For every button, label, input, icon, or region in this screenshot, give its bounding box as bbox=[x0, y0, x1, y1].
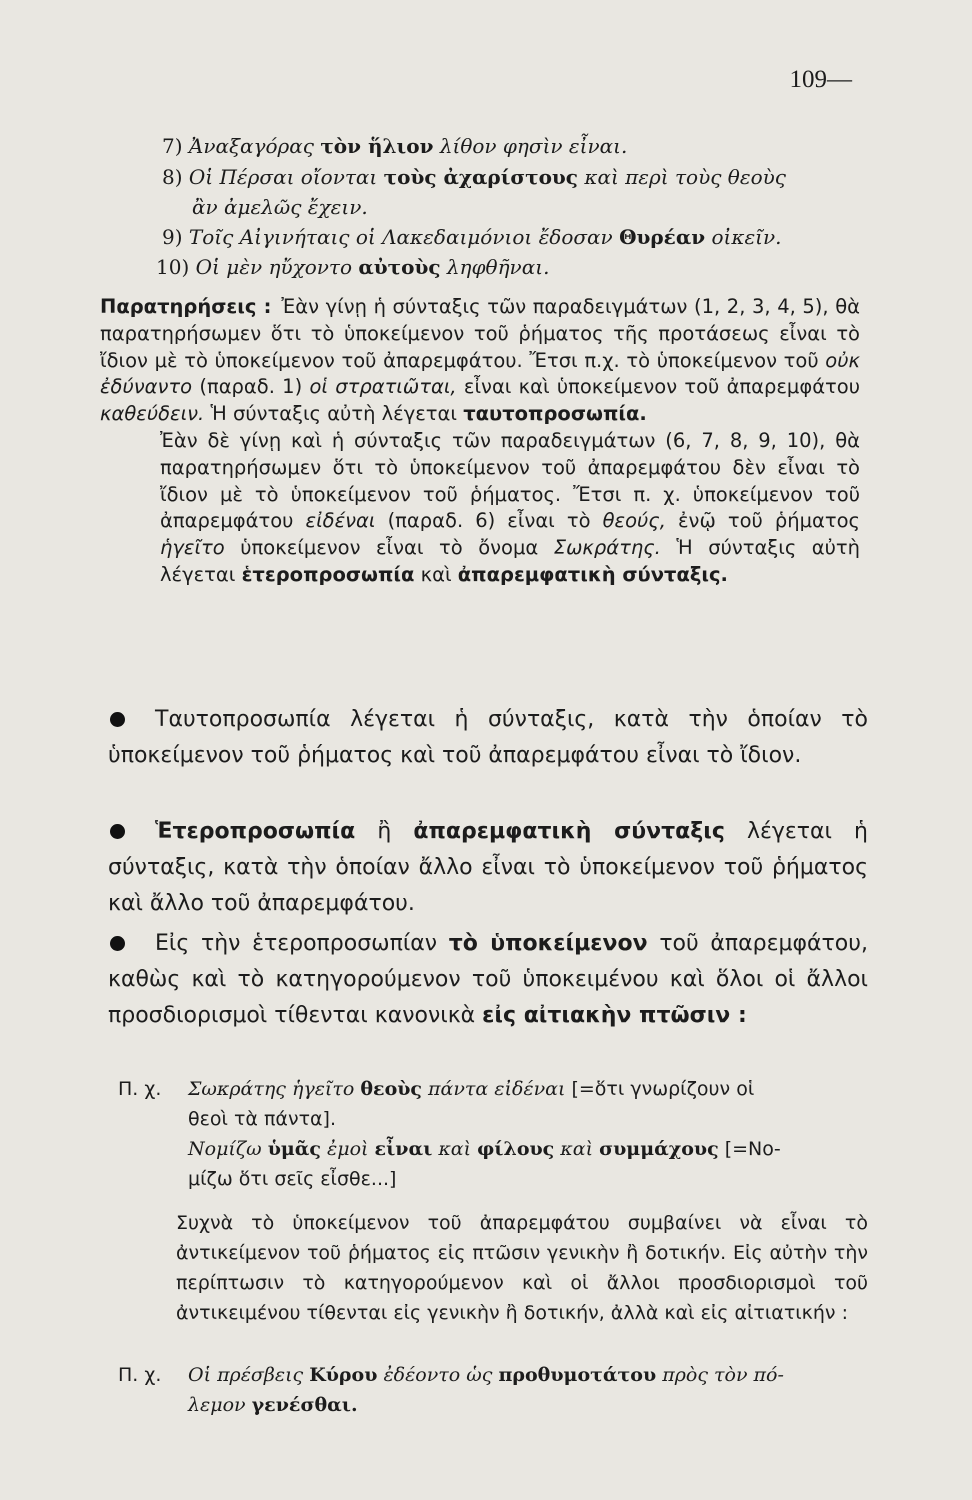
example-10: 10) Οἱ μὲν ηὔχοντο αὐτοὺς ληφθῆναι. bbox=[156, 255, 550, 279]
example-8: 8) Οἱ Πέρσαι οἴονται τοὺς ἀχαρίστους καὶ περὶ τοὺς θεοὺς bbox=[162, 165, 786, 189]
example-block-2 bbox=[118, 1360, 878, 1420]
example-line-1: Π. χ. Σωκράτης ἡγεῖτο θεοὺς πάντα εἰδέναι [=ὅτι γνωρίζουν οἱ bbox=[118, 1078, 755, 1100]
rule-accusative: Εἰς τὴν ἑτεροπροσωπίαν τὸ ὑποκείμενον τοῦ ἀπαρεμφάτου, καθὼς καὶ τὸ κατηγορούμενον τοῦ ὑποκειμένου καὶ ὅλοι οἱ ἄλλοι προσδιορισμοὶ τίθενται κανονικὰ εἰς αἰτιακὴν πτῶσιν : bbox=[108, 931, 868, 1028]
bullet-icon bbox=[110, 824, 125, 839]
page-number: 109— bbox=[789, 66, 852, 93]
example2-line-1: Π. χ. Οἱ πρέσβεις Κύρου ἐδέοντο ὡς προθυμοτάτου πρὸς τὸν πό- bbox=[118, 1364, 784, 1386]
example-line-2: θεοὶ τὰ πάντα]. bbox=[188, 1108, 336, 1130]
example-9: 9) Τοῖς Αἰγινήταις οἱ Λακεδαιμόνιοι ἔδοσαν Θυρέαν οἰκεῖν. bbox=[162, 225, 782, 249]
example-8-cont: ἂν ἀμελῶς ἔχειν. bbox=[192, 195, 368, 219]
rule-tautoprosopia: Ταυτοπροσωπία λέγεται ἡ σύνταξις, κατὰ τὴν ὁποίαν τὸ ὑποκείμενον τοῦ ῥήματος καὶ τοῦ ἀπαρεμφάτου εἶναι τὸ ἴδιον. bbox=[108, 707, 868, 768]
paragraph-text: Συχνὰ τὸ ὑποκείμενον τοῦ ἀπαρεμφάτου συμβαίνει νὰ εἶναι τὸ ἀντικείμενον τοῦ ῥήματος εἰς πτῶσιν γενικὴν ἢ δοτικήν. Εἰς αὐτὴν τὴν περίπτωσιν τὸ κατηγορούμενον καὶ οἱ ἄλλοι προσδιορισμοὶ τοῦ ἀντικειμένου τίθενται εἰς γενικὴν ἢ δοτικήν, ἀλλὰ καὶ εἰς αἰτιατικήν : bbox=[176, 1212, 868, 1324]
observations bbox=[100, 294, 860, 589]
bullet-icon bbox=[110, 936, 125, 951]
observations-p2: Ἐὰν δὲ γίνῃ καὶ ἡ σύνταξις τῶν παραδειγμάτων (6, 7, 8, 9, 10), θὰ παρατηρήσωμεν ὅτι τὸ ὑποκείμενον τοῦ ἀπαρεμφάτου δὲν εἶναι τὸ ἴδιον μὲ τὸ ὑποκείμενον τοῦ ῥήματος. Ἔτσι π. χ. ὑποκείμενον τοῦ ἀπαρεμφάτου εἰδέναι (παραδ. 6) εἶναι τὸ θεούς, ἐνῷ τοῦ ῥήματος ἡγεῖτο ὑποκείμενον εἶναι τὸ ὄνομα Σωκράτης. Ἡ σύνταξις αὐτὴ λέγεται ἑτεροπροσωπία καὶ ἀπαρεμφατικὴ σύνταξις. bbox=[160, 428, 861, 586]
paragraph-genitive-dative bbox=[120, 1208, 868, 1328]
example-block-1 bbox=[118, 1074, 878, 1194]
example2-line-2: λεμον γενέσθαι. bbox=[188, 1394, 358, 1416]
observations-p1: Παρατηρήσεις : Ἐὰν γίνῃ ἡ σύνταξις τῶν παραδειγμάτων (1, 2, 3, 4, 5), θὰ παρατηρήσωμεν ὅτι τὸ ὑποκείμενον τοῦ ῥήματος τῆς προτάσεως εἶναι τὸ ἴδιον μὲ τὸ ὑποκείμενον τοῦ ἀπαρεμφάτου. Ἔτσι π.χ. τὸ ὑποκείμενον τοῦ οὐκ ἐδύναντο (παραδ. 1) οἱ στρατιῶται, εἶναι καὶ ὑποκείμενον τοῦ ἀπαρεμφάτου καθεύδειν. Ἡ σύνταξις αὐτὴ λέγεται ταυτοπροσωπία. bbox=[100, 295, 861, 426]
example-7: 7) Ἀναξαγόρας τὸν ἥλιον λίθον φησὶν εἶναι. bbox=[162, 134, 628, 158]
example-line-4: μίζω ὅτι σεῖς εἶσθε...] bbox=[188, 1168, 397, 1190]
observations-label: Παρατηρήσεις : bbox=[100, 295, 272, 318]
bullet-icon bbox=[110, 712, 125, 727]
rule-eteroprosopia: Ἑτεροπροσωπία ἢ ἀπαρεμφατικὴ σύνταξις λέγεται ἡ σύνταξις, κατὰ τὴν ὁποίαν ἄλλο εἶναι τὸ ὑποκείμενον τοῦ ῥήματος καὶ ἄλλο τοῦ ἀπαρεμφάτου. bbox=[108, 819, 868, 916]
example-line-3: Νομίζω ὑμᾶς ἐμοὶ εἶναι καὶ φίλους καὶ συμμάχους [=Νο- bbox=[188, 1138, 781, 1160]
